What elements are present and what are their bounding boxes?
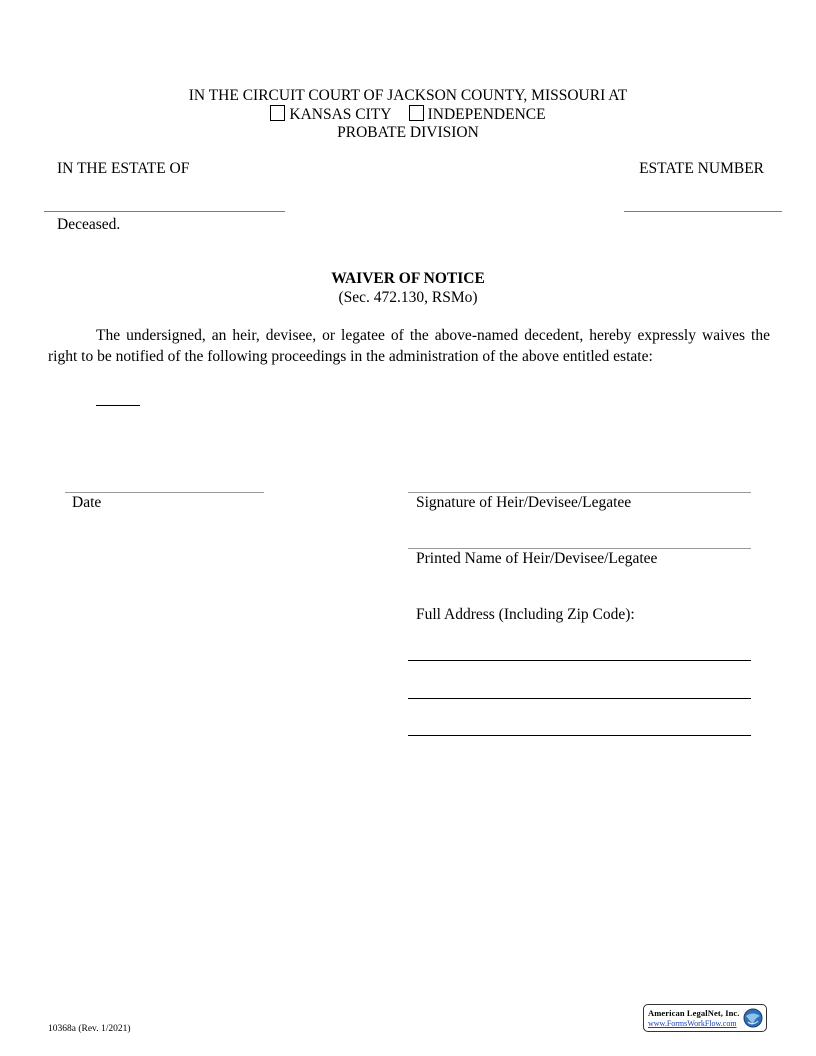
- court-heading: IN THE CIRCUIT COURT OF JACKSON COUNTY, MISSOURI AT: [188, 87, 628, 104]
- proceeding-field[interactable]: [96, 385, 140, 406]
- form-statute: (Sec. 472.130, RSMo): [338, 289, 478, 306]
- address-line-3-field[interactable]: [408, 715, 751, 736]
- signature-field[interactable]: [408, 472, 751, 493]
- estate-name-field[interactable]: [44, 193, 285, 212]
- waiver-paragraph: The undersigned, an heir, devisee, or legatee of the above-named decedent, hereby expressly waives the right to be notified of the following proceedings in the administration of the above entitled estate:: [48, 327, 770, 365]
- address-line-1-field[interactable]: [408, 640, 751, 661]
- publisher-logo[interactable]: [643, 1004, 767, 1032]
- address-label: Full Address (Including Zip Code):: [416, 606, 635, 623]
- address-line-2-field[interactable]: [408, 678, 751, 699]
- estate-number-label: ESTATE NUMBER: [639, 160, 764, 177]
- estate-number-field[interactable]: [624, 193, 782, 212]
- independence-label: INDEPENDENCE: [427, 106, 546, 123]
- logo-company-name: American LegalNet, Inc.: [648, 1008, 740, 1018]
- deceased-label: Deceased.: [57, 216, 121, 233]
- kansas-city-label: KANSAS CITY: [289, 106, 391, 123]
- form-number: 10368a (Rev. 1/2021): [48, 1024, 131, 1034]
- printed-name-label: Printed Name of Heir/Devisee/Legatee: [416, 550, 658, 567]
- logo-url-link[interactable]: www.FormsWorkFlow.com: [648, 1019, 737, 1028]
- globe-icon: [742, 1007, 764, 1029]
- kansas-city-checkbox[interactable]: [270, 105, 285, 121]
- estate-of-label: IN THE ESTATE OF: [57, 160, 190, 177]
- signature-label: Signature of Heir/Devisee/Legatee: [416, 494, 632, 511]
- form-title: WAIVER OF NOTICE: [331, 270, 485, 287]
- location-options: [0, 105, 816, 124]
- printed-name-field[interactable]: [408, 528, 751, 549]
- independence-checkbox[interactable]: [409, 105, 424, 121]
- date-label: Date: [72, 494, 102, 511]
- date-field[interactable]: [65, 472, 264, 493]
- division-heading: PROBATE DIVISION: [337, 124, 479, 141]
